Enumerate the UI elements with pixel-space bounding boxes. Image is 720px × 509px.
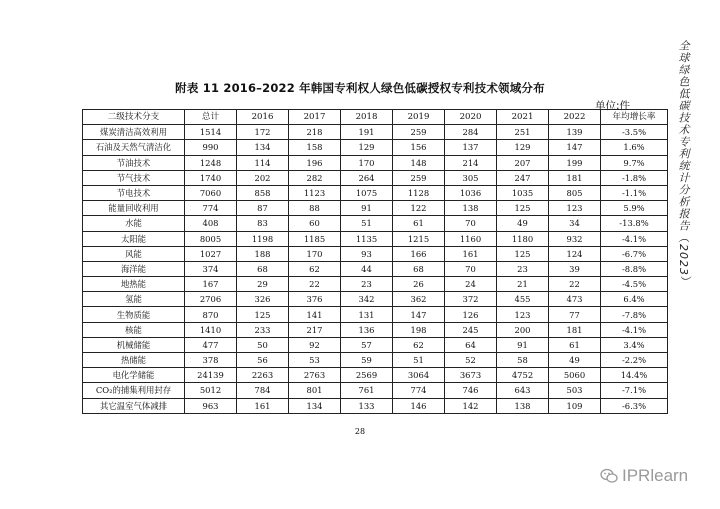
value-cell: 129: [341, 140, 393, 155]
column-header: 2018: [341, 110, 393, 125]
value-cell: 374: [185, 261, 237, 276]
value-cell: -4.5%: [601, 277, 668, 292]
value-cell: 61: [549, 337, 601, 352]
value-cell: 326: [237, 292, 289, 307]
value-cell: -4.1%: [601, 231, 668, 246]
value-cell: -6.3%: [601, 398, 668, 413]
value-cell: -7.1%: [601, 383, 668, 398]
value-cell: 87: [237, 201, 289, 216]
value-cell: 1248: [185, 155, 237, 170]
branch-name-cell: 电化学储能: [83, 368, 185, 383]
value-cell: 4752: [497, 368, 549, 383]
value-cell: 1135: [341, 231, 393, 246]
value-cell: -13.8%: [601, 216, 668, 231]
value-cell: 125: [497, 246, 549, 261]
value-cell: 218: [289, 125, 341, 140]
value-cell: 378: [185, 353, 237, 368]
value-cell: 761: [341, 383, 393, 398]
value-cell: 133: [341, 398, 393, 413]
table-caption: 附表 11 2016–2022 年韩国专利权人绿色低碳授权专利技术领域分布: [175, 81, 545, 95]
value-cell: 53: [289, 353, 341, 368]
value-cell: 129: [497, 140, 549, 155]
value-cell: 138: [445, 201, 497, 216]
branch-name-cell: 核能: [83, 322, 185, 337]
value-cell: 93: [341, 246, 393, 261]
branch-name-cell: 水能: [83, 216, 185, 231]
table-row: [83, 353, 668, 368]
table-row: [83, 185, 668, 200]
value-cell: 137: [445, 140, 497, 155]
value-cell: 141: [289, 307, 341, 322]
value-cell: 49: [549, 353, 601, 368]
column-header: 2021: [497, 110, 549, 125]
value-cell: 44: [341, 261, 393, 276]
value-cell: 503: [549, 383, 601, 398]
wechat-icon: [600, 468, 618, 484]
value-cell: 774: [393, 383, 445, 398]
value-cell: 109: [549, 398, 601, 413]
column-header: 2017: [289, 110, 341, 125]
branch-name-cell: 太阳能: [83, 231, 185, 246]
value-cell: 167: [185, 277, 237, 292]
value-cell: 2263: [237, 368, 289, 383]
value-cell: 52: [445, 353, 497, 368]
branch-name-cell: 地热能: [83, 277, 185, 292]
value-cell: 83: [237, 216, 289, 231]
branch-name-cell: 石油及天然气清洁化: [83, 140, 185, 155]
value-cell: 191: [341, 125, 393, 140]
value-cell: 1123: [289, 185, 341, 200]
value-cell: -1.1%: [601, 185, 668, 200]
value-cell: -2.2%: [601, 353, 668, 368]
value-cell: 932: [549, 231, 601, 246]
table-row: [83, 277, 668, 292]
value-cell: 23: [341, 277, 393, 292]
value-cell: 181: [549, 170, 601, 185]
watermark-text: IPRlearn: [622, 466, 689, 485]
table-row: [83, 322, 668, 337]
value-cell: 91: [341, 201, 393, 216]
value-cell: 774: [185, 201, 237, 216]
value-cell: 134: [289, 398, 341, 413]
value-cell: 158: [289, 140, 341, 155]
value-cell: 161: [237, 398, 289, 413]
value-cell: 3.4%: [601, 337, 668, 352]
value-cell: 125: [237, 307, 289, 322]
value-cell: 14.4%: [601, 368, 668, 383]
branch-name-cell: 能量回收利用: [83, 201, 185, 216]
value-cell: -7.8%: [601, 307, 668, 322]
value-cell: 1027: [185, 246, 237, 261]
value-cell: 126: [445, 307, 497, 322]
value-cell: 56: [237, 353, 289, 368]
value-cell: 29: [237, 277, 289, 292]
value-cell: 24: [445, 277, 497, 292]
value-cell: 147: [549, 140, 601, 155]
value-cell: 990: [185, 140, 237, 155]
value-cell: 5012: [185, 383, 237, 398]
value-cell: 1036: [445, 185, 497, 200]
branch-name-cell: 海洋能: [83, 261, 185, 276]
value-cell: 1514: [185, 125, 237, 140]
value-cell: 259: [393, 125, 445, 140]
value-cell: 362: [393, 292, 445, 307]
value-cell: 139: [549, 125, 601, 140]
value-cell: 123: [549, 201, 601, 216]
value-cell: 196: [289, 155, 341, 170]
branch-name-cell: 节气技术: [83, 170, 185, 185]
value-cell: 473: [549, 292, 601, 307]
value-cell: 49: [497, 216, 549, 231]
value-cell: 57: [341, 337, 393, 352]
column-header: 2020: [445, 110, 497, 125]
value-cell: 39: [549, 261, 601, 276]
value-cell: 70: [445, 216, 497, 231]
value-cell: 2569: [341, 368, 393, 383]
value-cell: 805: [549, 185, 601, 200]
value-cell: 1.6%: [601, 140, 668, 155]
branch-name-cell: 生物质能: [83, 307, 185, 322]
value-cell: 259: [393, 170, 445, 185]
value-cell: 376: [289, 292, 341, 307]
value-cell: 125: [497, 201, 549, 216]
value-cell: 64: [445, 337, 497, 352]
value-cell: 24139: [185, 368, 237, 383]
value-cell: 198: [393, 322, 445, 337]
value-cell: 1410: [185, 322, 237, 337]
branch-name-cell: 热储能: [83, 353, 185, 368]
table-row: [83, 201, 668, 216]
table-row: [83, 231, 668, 246]
patent-distribution-table: [82, 109, 668, 414]
value-cell: 1160: [445, 231, 497, 246]
value-cell: 282: [289, 170, 341, 185]
value-cell: 1740: [185, 170, 237, 185]
value-cell: 199: [549, 155, 601, 170]
value-cell: 156: [393, 140, 445, 155]
value-cell: 62: [289, 261, 341, 276]
value-cell: 963: [185, 398, 237, 413]
value-cell: 181: [549, 322, 601, 337]
value-cell: -3.5%: [601, 125, 668, 140]
value-cell: 1215: [393, 231, 445, 246]
value-cell: 50: [237, 337, 289, 352]
value-cell: 23: [497, 261, 549, 276]
table-row: [83, 216, 668, 231]
table-row: [83, 368, 668, 383]
value-cell: 858: [237, 185, 289, 200]
value-cell: 91: [497, 337, 549, 352]
value-cell: 1035: [497, 185, 549, 200]
column-header: 总计: [185, 110, 237, 125]
value-cell: 58: [497, 353, 549, 368]
value-cell: 59: [341, 353, 393, 368]
branch-name-cell: CO₂的捕集利用封存: [83, 383, 185, 398]
column-header: 2016: [237, 110, 289, 125]
value-cell: 214: [445, 155, 497, 170]
value-cell: 3673: [445, 368, 497, 383]
value-cell: 202: [237, 170, 289, 185]
value-cell: 455: [497, 292, 549, 307]
value-cell: 142: [445, 398, 497, 413]
value-cell: 3064: [393, 368, 445, 383]
value-cell: 1198: [237, 231, 289, 246]
table-row: [83, 246, 668, 261]
table-header-row: [83, 110, 668, 125]
report-side-title: 全球绿色低碳技术专利统计分析报告（2023）: [677, 40, 690, 288]
table-row: [83, 261, 668, 276]
value-cell: 477: [185, 337, 237, 352]
value-cell: 62: [393, 337, 445, 352]
value-cell: 6.4%: [601, 292, 668, 307]
value-cell: 408: [185, 216, 237, 231]
table-row: [83, 292, 668, 307]
value-cell: 136: [341, 322, 393, 337]
branch-name-cell: 氢能: [83, 292, 185, 307]
value-cell: 161: [445, 246, 497, 261]
value-cell: 251: [497, 125, 549, 140]
value-cell: 1185: [289, 231, 341, 246]
value-cell: 147: [393, 307, 445, 322]
value-cell: 2763: [289, 368, 341, 383]
value-cell: 146: [393, 398, 445, 413]
value-cell: 22: [289, 277, 341, 292]
value-cell: 88: [289, 201, 341, 216]
value-cell: 68: [393, 261, 445, 276]
table-row: [83, 337, 668, 352]
value-cell: 131: [341, 307, 393, 322]
value-cell: 172: [237, 125, 289, 140]
value-cell: 148: [393, 155, 445, 170]
table-row: [83, 125, 668, 140]
value-cell: 123: [497, 307, 549, 322]
value-cell: -6.7%: [601, 246, 668, 261]
value-cell: 51: [393, 353, 445, 368]
value-cell: 22: [549, 277, 601, 292]
value-cell: 200: [497, 322, 549, 337]
value-cell: 34: [549, 216, 601, 231]
branch-name-cell: 风能: [83, 246, 185, 261]
value-cell: 26: [393, 277, 445, 292]
table-row: [83, 170, 668, 185]
value-cell: 70: [445, 261, 497, 276]
page-number: 28: [354, 427, 366, 436]
value-cell: 207: [497, 155, 549, 170]
value-cell: 372: [445, 292, 497, 307]
value-cell: 68: [237, 261, 289, 276]
value-cell: 233: [237, 322, 289, 337]
unit-label: 单位:件: [594, 100, 630, 112]
table-row: [83, 140, 668, 155]
value-cell: 51: [341, 216, 393, 231]
value-cell: 61: [393, 216, 445, 231]
value-cell: 77: [549, 307, 601, 322]
value-cell: 245: [445, 322, 497, 337]
value-cell: 60: [289, 216, 341, 231]
value-cell: 7060: [185, 185, 237, 200]
table-row: [83, 307, 668, 322]
value-cell: 305: [445, 170, 497, 185]
value-cell: 1128: [393, 185, 445, 200]
value-cell: 870: [185, 307, 237, 322]
column-header: 年均增长率: [601, 110, 668, 125]
value-cell: 342: [341, 292, 393, 307]
value-cell: 247: [497, 170, 549, 185]
value-cell: 21: [497, 277, 549, 292]
value-cell: 166: [393, 246, 445, 261]
value-cell: 1075: [341, 185, 393, 200]
value-cell: 1180: [497, 231, 549, 246]
value-cell: 264: [341, 170, 393, 185]
column-header: 二级技术分支: [83, 110, 185, 125]
value-cell: 122: [393, 201, 445, 216]
value-cell: 2706: [185, 292, 237, 307]
value-cell: 92: [289, 337, 341, 352]
branch-name-cell: 煤炭清洁高效利用: [83, 125, 185, 140]
value-cell: 170: [289, 246, 341, 261]
value-cell: -4.1%: [601, 322, 668, 337]
value-cell: 284: [445, 125, 497, 140]
table-row: [83, 155, 668, 170]
value-cell: 124: [549, 246, 601, 261]
value-cell: 217: [289, 322, 341, 337]
column-header: 2022: [549, 110, 601, 125]
value-cell: 801: [289, 383, 341, 398]
branch-name-cell: 其它温室气体减排: [83, 398, 185, 413]
table-row: [83, 383, 668, 398]
value-cell: 5060: [549, 368, 601, 383]
value-cell: 170: [341, 155, 393, 170]
column-header: 2019: [393, 110, 445, 125]
value-cell: 784: [237, 383, 289, 398]
branch-name-cell: 机械储能: [83, 337, 185, 352]
value-cell: 8005: [185, 231, 237, 246]
table-row: [83, 398, 668, 413]
value-cell: -8.8%: [601, 261, 668, 276]
value-cell: 114: [237, 155, 289, 170]
value-cell: 643: [497, 383, 549, 398]
value-cell: 9.7%: [601, 155, 668, 170]
watermark: [600, 466, 688, 486]
branch-name-cell: 节电技术: [83, 185, 185, 200]
value-cell: 188: [237, 246, 289, 261]
value-cell: 746: [445, 383, 497, 398]
branch-name-cell: 节油技术: [83, 155, 185, 170]
value-cell: 134: [237, 140, 289, 155]
value-cell: 138: [497, 398, 549, 413]
value-cell: -1.8%: [601, 170, 668, 185]
value-cell: 5.9%: [601, 201, 668, 216]
